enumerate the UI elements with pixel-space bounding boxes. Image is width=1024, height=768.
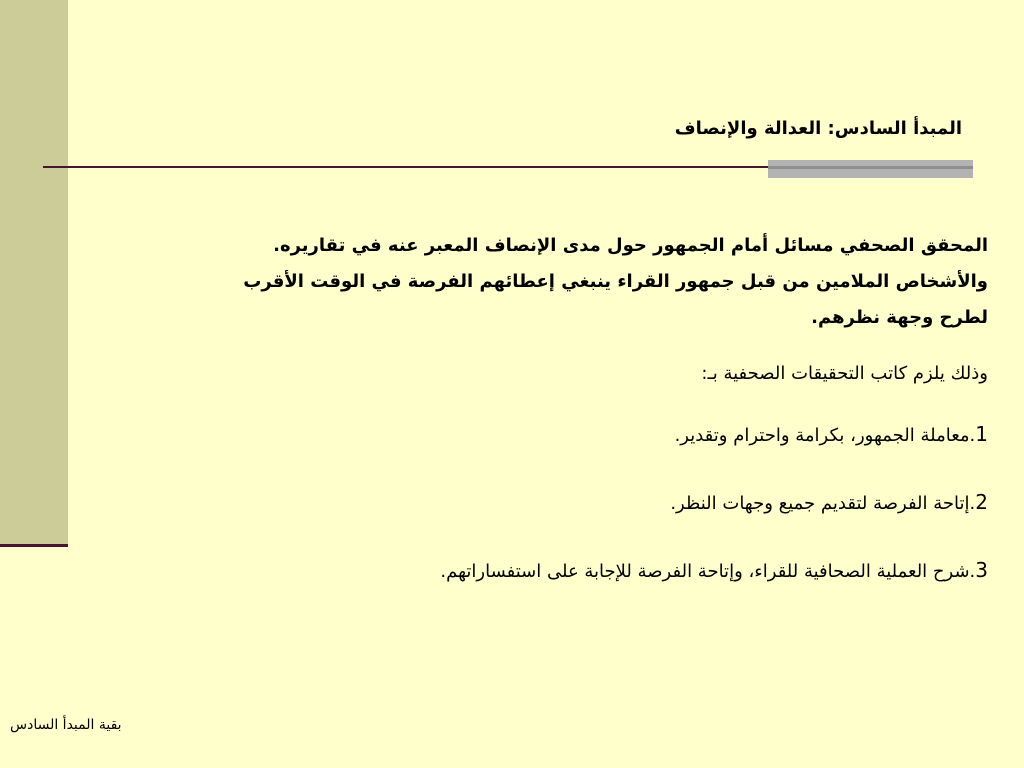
list-item-1-number: 1	[975, 422, 988, 446]
slide-body	[198, 228, 988, 586]
list-item-3	[198, 556, 988, 586]
list-item-2-text: .إتاحة الفرصة لتقديم جميع وجهات النظر.	[670, 493, 976, 514]
intro-line-3: لطرح وجهة نظرهم.	[811, 307, 988, 328]
lead-sentence: وذلك يلزم كاتب التحقيقات الصحفية بـ:	[701, 363, 988, 384]
left-decorative-band	[0, 0, 68, 546]
list-item-1-text: .معاملة الجمهور، بكرامة واحترام وتقدير.	[674, 425, 976, 446]
title-accent-block	[768, 160, 973, 178]
list-item-1	[198, 420, 988, 450]
slide-title: المبدأ السادس: العدالة والإنصاف	[674, 118, 962, 139]
slide-footer: بقية المبدأ السادس	[10, 717, 122, 733]
title-accent-block-stripe	[768, 166, 973, 169]
list-item-3-text: .شرح العملية الصحافية للقراء، وإتاحة الفرصة للإجابة على استفساراتهم.	[440, 561, 976, 582]
intro-line-1: المحقق الصحفي مسائل أمام الجمهور حول مدى الإنصاف المعبر عنه في تقاريره.	[273, 235, 988, 256]
intro-line-2: والأشخاص الملامين من قبل جمهور القراء ينبغي إعطائهم الفرصة في الوقت الأقرب	[243, 271, 988, 292]
left-band-underline	[0, 544, 68, 547]
intro-paragraph	[198, 228, 988, 336]
list-item-3-number: 3	[975, 558, 988, 582]
list-item-2	[198, 488, 988, 518]
list-item-2-number: 2	[975, 490, 988, 514]
